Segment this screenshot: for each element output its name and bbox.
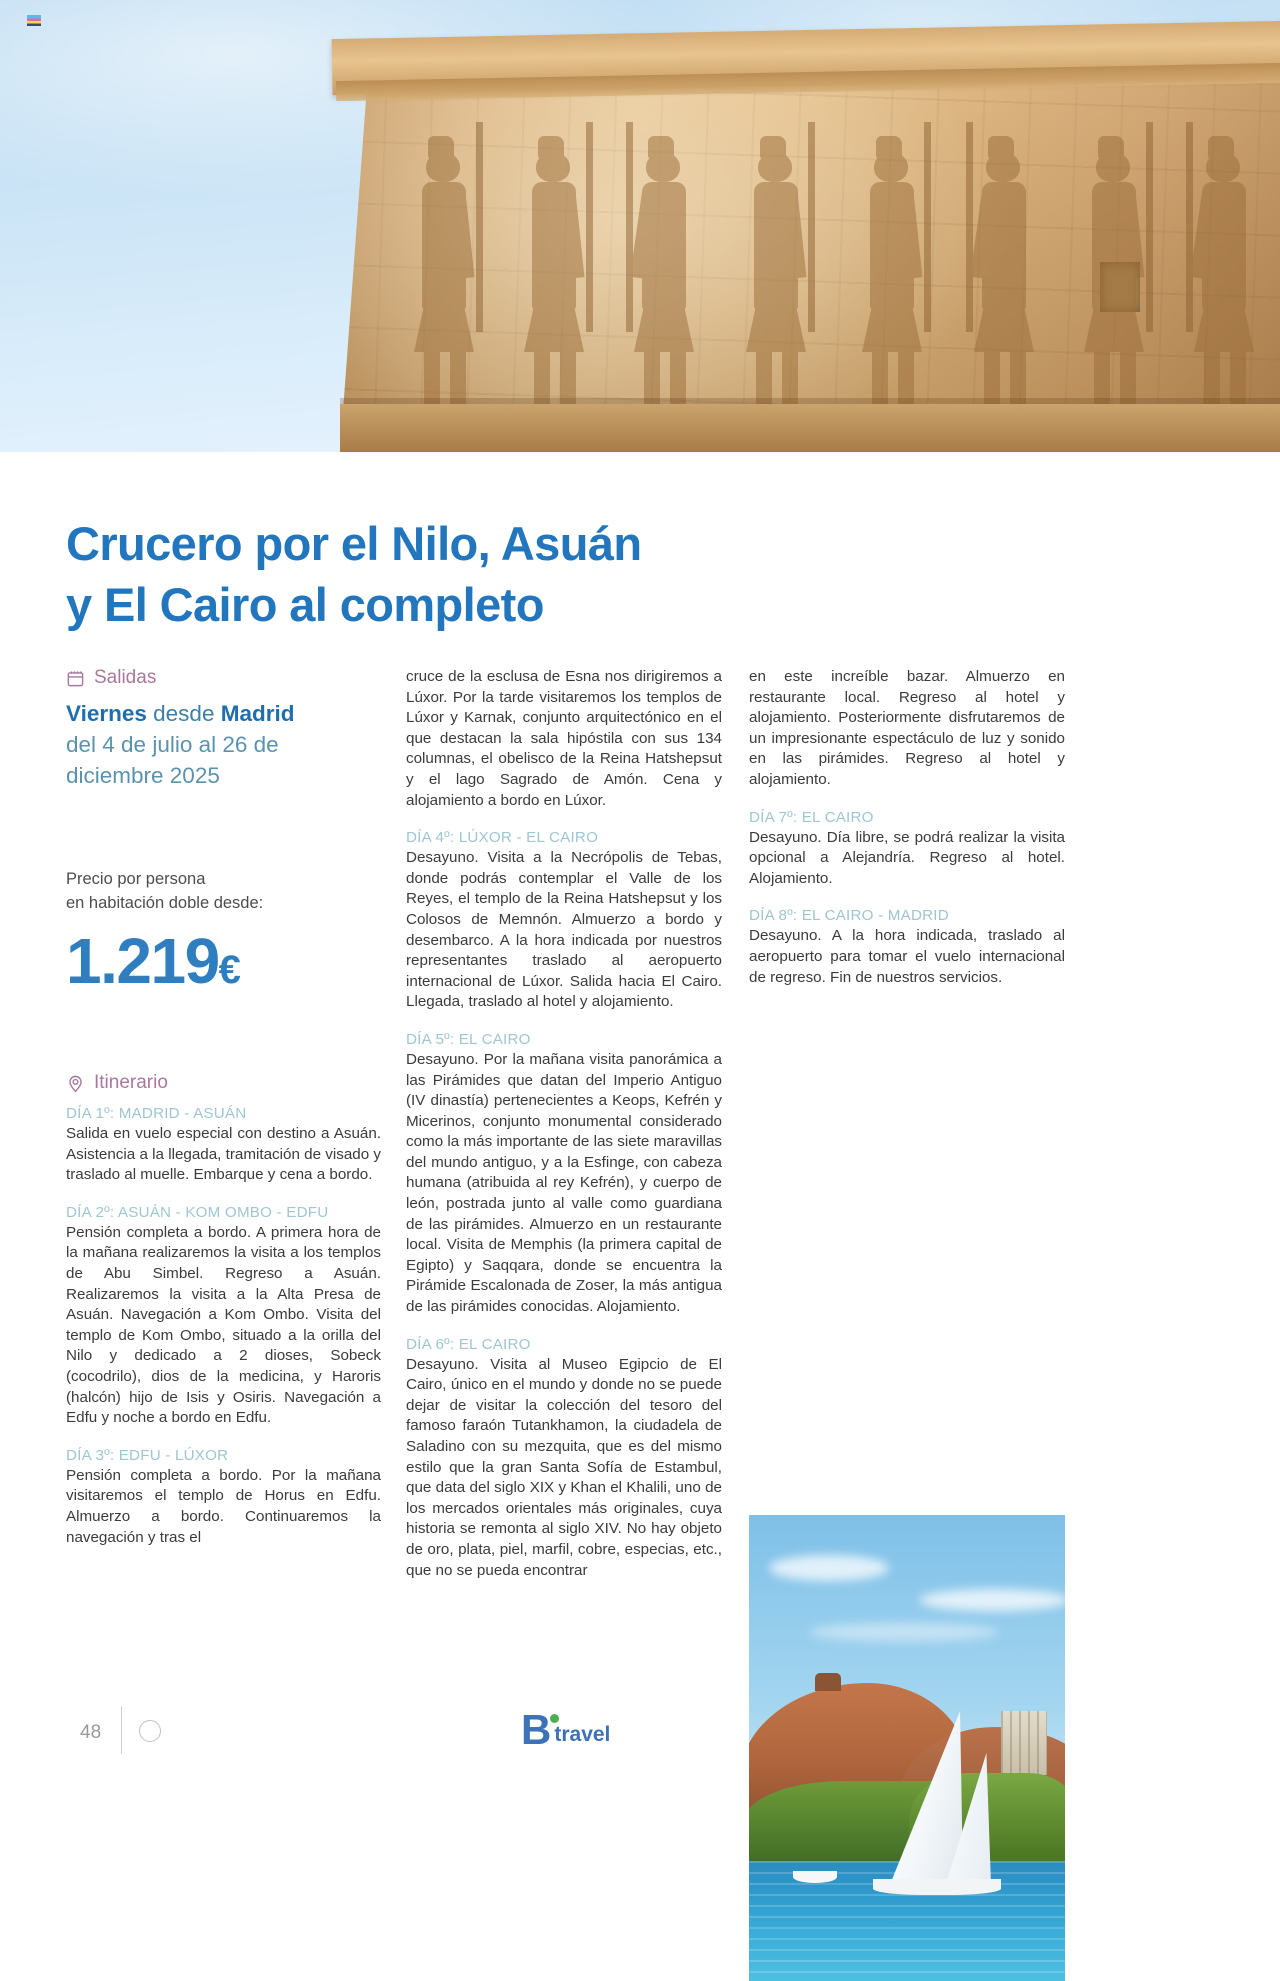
day-body: Desayuno. Día libre, se podrá realizar la visita opcional a Alejandría. Regreso al hotel. Alojamiento. (749, 828, 1065, 887)
day-heading: DÍA 6º: EL CAIRO (406, 1335, 531, 1353)
logo-letter: B (521, 1706, 551, 1753)
pylon-base (340, 404, 1280, 452)
relief-figure (510, 152, 602, 404)
page-content (0, 452, 1280, 1787)
departures-header (66, 667, 381, 689)
day-heading: DÍA 8º: EL CAIRO - MADRID (749, 907, 949, 925)
column-left (66, 667, 381, 1548)
price-value: 1.219 (66, 925, 219, 997)
btravel-logo (521, 1706, 611, 1753)
footer-circle-mark (139, 1720, 161, 1742)
page-footer (0, 1692, 1280, 1787)
day-heading: DÍA 2º: ASUÁN - KOM OMBO - EDFU (66, 1203, 329, 1221)
cloud (809, 1623, 999, 1641)
location-pin-icon (66, 1074, 85, 1093)
departures-value (66, 698, 381, 791)
calendar-icon (66, 669, 85, 688)
relief-figure (732, 152, 824, 404)
cloud (919, 1589, 1065, 1611)
day-body: Pensión completa a bordo. Por la mañana visitaremos el templo de Horus en Edfu. Almuerzo a bordo. Continuaremos la navegación y tras el (66, 1466, 381, 1546)
itinerary-header (66, 1072, 381, 1094)
relief-figure (1180, 152, 1272, 404)
day-body: Desayuno. Visita a la Necrópolis de Tebas, donde podrás contemplar el Valle de los Reyes, el templo de la Reina Hatshepsut y los Colosos de Memnón. Almuerzo a bordo y desembarco. A la hora indicada por nuestros representantes traslado al aeropuerto internacional de Lúxor. Salida hacia El Cairo. Llegada, traslado al hotel y alojamiento. (406, 849, 722, 1011)
page-title (66, 513, 1066, 635)
cloud (769, 1555, 889, 1581)
page-title-line1: Crucero por el Nilo, Asuán (66, 517, 642, 571)
relief-figure (620, 152, 712, 404)
column-continuation: cruce de la esclusa de Esna nos dirigiremos a Lúxor. Por la tarde visitaremos los templos de Lúxor y Karnak, conjunto arquitectónico en el que destacan la sala hipóstila con sus 134 columnas, el obelisco de la Reina Hatshepsut y el lago Sagrado de Amón. Cena y alojamiento a bordo en Lúxor. (406, 668, 722, 809)
hilltop-tomb (815, 1673, 841, 1691)
itinerary-label: Itinerario (94, 1072, 168, 1093)
departure-day: Viernes (66, 701, 147, 726)
relief-figure (960, 152, 1052, 404)
relief-figure (848, 152, 940, 404)
departures-label: Salidas (94, 667, 157, 688)
day-body: Desayuno. Visita al Museo Egipcio de El Cairo, único en el mundo y donde no se puede dejar de visitar la colección del tesoro del famoso faraón Tutankhamon, la ciudadela de Saladino con su mezquita, que es del mismo estilo que la gran Santa Sofía de Estambul, que data del siglo XIX y Khan el Khalili, uno de los mercados orientales más originales, cuya historia se remonta al siglo XIV. No hay objeto de oro, plata, piel, marfil, cobre, especias, etc., que no se pueda encontrar (406, 1355, 722, 1579)
day-heading: DÍA 7º: EL CAIRO (749, 808, 874, 826)
departure-range: del 4 de julio al 26 de diciembre 2025 (66, 732, 279, 788)
price-amount (66, 925, 381, 1002)
color-bar-artifact (27, 15, 41, 26)
price-label-line2: en habitación doble desde: (66, 894, 264, 912)
relief-figure (1070, 152, 1162, 404)
departure-city: Madrid (220, 701, 295, 726)
relief-figure (400, 152, 492, 404)
logo-dot-icon (550, 1714, 559, 1723)
hero-image (0, 0, 1280, 452)
day-heading: DÍA 1º: MADRID - ASUÁN (66, 1105, 247, 1122)
column-middle (406, 667, 722, 1581)
logo-mark (521, 1706, 551, 1753)
day-heading: DÍA 5º: EL CAIRO (406, 1030, 531, 1048)
felucca-hull (873, 1879, 1001, 1895)
day-body: Desayuno. Por la mañana visita panorámica a las Pirámides que datan del Imperio Antiguo (IV dinastía) pertenecientes a Keops, Kefrén y Micerinos, conjunto monumental considerado como la más importante de las siete maravillas del mundo antiguo, y a la Esfinge, con cabeza humana (atribuida al rey Kefrén), y cuerpo de león, postrada junto al valle como guardiana de las pirámides. Almuerzo en un restaurante local. Visita de Memphis (la primera capital de Egipto) y Saqqara, donde se encuentra la Pirámide Escalonada de Zoser, la más antigua de las pirámides conocidas. Alojamiento. (406, 1050, 722, 1316)
footer-divider (121, 1706, 122, 1754)
price-currency: € (218, 948, 240, 992)
price-label-line1: Precio por persona (66, 870, 206, 888)
price-label (66, 867, 381, 915)
day-body: Desayuno. A la hora indicada, traslado al aeropuerto para tomar el vuelo internacional de regreso. Fin de nuestros servicios. (749, 927, 1065, 986)
column-right (749, 667, 1065, 988)
day-body: Salida en vuelo especial con destino a Asuán. Asistencia a la llegada, tramitación de visado y traslado al muelle. Embarque y cena a bordo. (66, 1125, 381, 1184)
page-title-line2: y El Cairo al completo (66, 578, 544, 632)
day-heading: DÍA 3º: EDFU - LÚXOR (66, 1446, 229, 1464)
logo-wordmark: travel (554, 1723, 611, 1746)
page-number: 48 (80, 1722, 102, 1743)
column-continuation: en este increíble bazar. Almuerzo en restaurante local. Regreso al hotel y alojamiento. Posteriormente disfrutaremos de un impresionante espectáculo de luz y sonido en las pirámides. Regreso al hotel y alojamiento. (749, 668, 1065, 788)
small-boat (793, 1871, 837, 1883)
departure-connector: desde (146, 701, 221, 726)
day-body: Pensión completa a bordo. A primera hora de la mañana realizaremos la visita a los templos de Abu Simbel. Regreso a Asuán. Realizaremos la visita a la Alta Presa de Asuán. Navegación a Kom Ombo. Visita del templo de Kom Ombo, situado a la orilla del Nilo y dedicado a 2 dioses, Sobeck (cocodrilo), dios de la medicina, y Haroris (halcón) hijo de Isis y Osiris. Navegación a Edfu y noche a bordo en Edfu. (66, 1223, 381, 1427)
day-heading: DÍA 4º: LÚXOR - EL CAIRO (406, 829, 599, 847)
